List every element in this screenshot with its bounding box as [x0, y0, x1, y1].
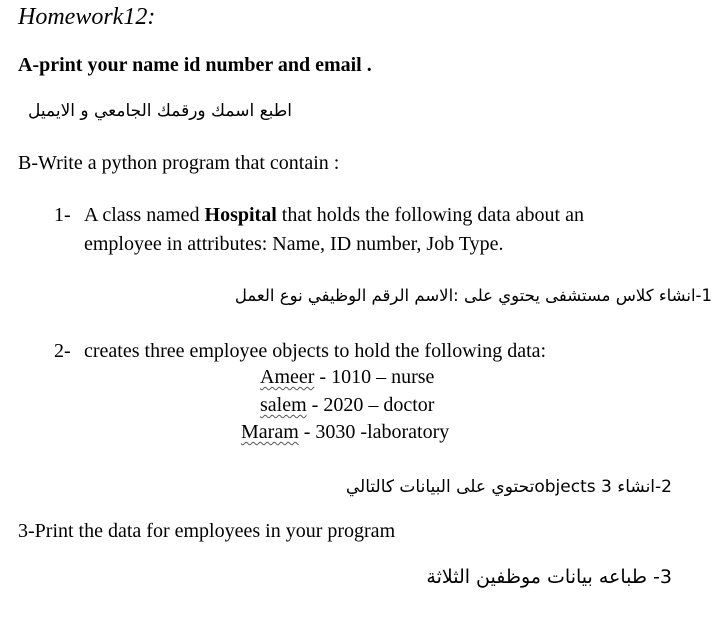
employee-details: - 2020 – doctor: [306, 394, 435, 416]
item-1-suffix: that holds the following data about an: [276, 204, 584, 226]
item-1-prefix: A class named: [84, 204, 205, 226]
item-2-text: creates three employee objects to hold the following data:: [84, 340, 547, 362]
section-a-heading: A-print your name id number and email .: [18, 54, 372, 76]
item-1-line-2: employee in attributes: Name, ID number, Job Type.: [84, 233, 504, 255]
employee-row: [241, 421, 449, 444]
item-2-number: 2-: [54, 340, 71, 362]
employee-details: - 1010 – nurse: [314, 366, 435, 388]
employee-row: [260, 366, 434, 389]
section-b-heading: B-Write a python program that contain :: [18, 152, 340, 174]
employee-details: - 3030 -laboratory: [298, 421, 450, 443]
item-2-arabic: 2-انشاء 3 objectsتحتوي على البيانات كالتالي: [345, 477, 672, 497]
employee-name: salem: [260, 394, 307, 416]
item-1-line-1: [84, 204, 584, 227]
item-1-number: 1-: [54, 204, 71, 226]
class-name-hospital: Hospital: [204, 204, 277, 226]
section-3-arabic: 3- طباعه بيانات موظفين الثلاثة: [426, 566, 672, 588]
employee-row: [260, 394, 434, 417]
section-3-heading: 3-Print the data for employees in your program: [18, 520, 396, 542]
item-1-arabic: 1-انشاء كلاس مستشفى يحتوي على :الاسم الرقم الوظيفي نوع العمل: [234, 286, 712, 305]
employee-name: Ameer: [260, 366, 315, 388]
section-a-arabic: اطبع اسمك ورقمك الجامعي و الايميل: [28, 101, 292, 121]
employee-name: Maram: [241, 421, 299, 443]
homework-title: Homework12:: [18, 4, 156, 30]
